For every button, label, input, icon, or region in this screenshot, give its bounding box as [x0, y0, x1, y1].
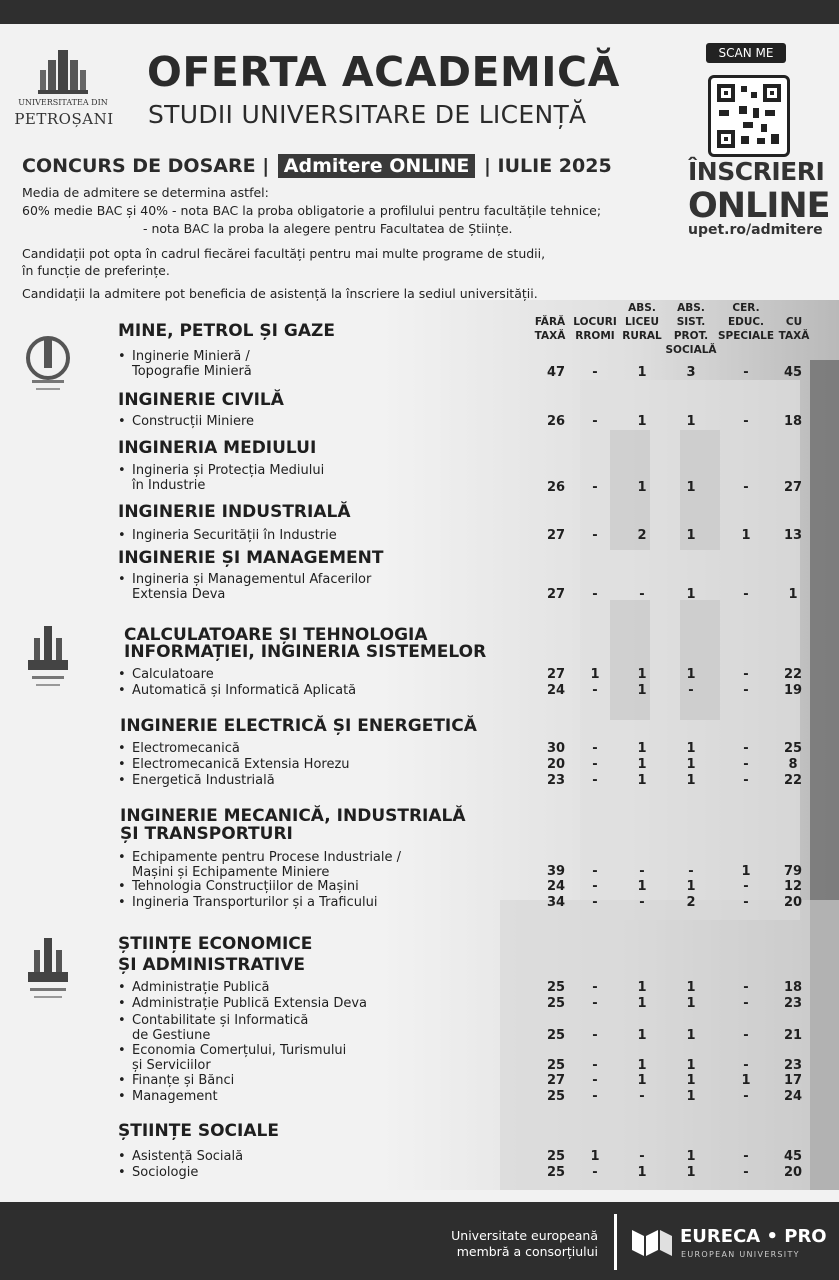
seat-count: 1: [590, 667, 600, 682]
seat-count: 25: [546, 1058, 566, 1073]
info-line: Candidații pot opta în cadrul fiecărei facultăți pentru mai multe programe de studii,: [22, 246, 546, 261]
col-header-cu-taxa: [774, 301, 814, 343]
seat-count: 1: [637, 773, 647, 788]
seat-count: 25: [783, 741, 803, 756]
seat-count: 1: [637, 1165, 647, 1180]
seat-count: 12: [783, 879, 803, 894]
seat-count: 1: [686, 773, 696, 788]
seat-count: 25: [546, 996, 566, 1011]
bullet-icon: •: [118, 1165, 126, 1180]
seat-count: 25: [546, 980, 566, 995]
col-header-locuri-rromi: [572, 301, 618, 343]
university-caption: UNIVERSITATEA DIN: [18, 98, 108, 107]
seat-count: -: [743, 741, 749, 756]
bullet-icon: •: [118, 757, 126, 772]
seat-count: 39: [546, 864, 566, 879]
program-name: [118, 1149, 243, 1164]
seat-count: 1: [686, 480, 696, 495]
seat-count: 18: [783, 414, 803, 429]
bullet-icon: •: [118, 1043, 126, 1058]
seat-count: 26: [546, 414, 566, 429]
seat-count: 45: [783, 365, 803, 380]
department-title: INGINERIE INDUSTRIALĂ: [118, 502, 351, 522]
bullet-icon: •: [118, 850, 126, 865]
info-line: Media de admitere se determina astfel:: [22, 185, 269, 200]
col-header-line: RROMI: [575, 330, 615, 342]
program-name: [118, 1165, 198, 1180]
program-name-line: Ingineria și Protecția Mediului: [132, 463, 325, 478]
col-header-line: TAXĂ: [778, 330, 810, 342]
program-name-line: Topografie Minieră: [132, 364, 252, 379]
program-name-line: Extensia Deva: [132, 587, 226, 602]
seat-count: 1: [590, 1149, 600, 1164]
seat-count: 27: [546, 1073, 566, 1088]
col-header-line: RURAL: [622, 330, 662, 342]
seat-count: -: [592, 1165, 598, 1180]
program-name-line: Asistență Socială: [132, 1149, 244, 1164]
seat-count: 1: [686, 741, 696, 756]
col-header-line: [572, 301, 618, 315]
seat-count: 1: [637, 1073, 647, 1088]
bullet-icon: •: [118, 572, 126, 587]
bullet-icon: •: [118, 463, 126, 478]
info-line: - nota BAC la proba la alegere pentru Facultatea de Științe.: [143, 221, 513, 236]
seat-count: 1: [637, 365, 647, 380]
online-label: ONLINE: [688, 186, 830, 226]
info-line: Candidații la admitere pot beneficia de asistență la înscriere la sediul universității.: [22, 286, 538, 301]
program-name-line: Tehnologia Construcțiilor de Mașini: [132, 879, 359, 894]
program-name-line: Management: [132, 1089, 218, 1104]
bullet-icon: •: [118, 1073, 126, 1088]
col-header-line: SOCIALĂ: [665, 344, 717, 356]
seat-count: 24: [546, 683, 566, 698]
bullet-icon: •: [118, 879, 126, 894]
col-header-line: FĂRĂ: [534, 316, 566, 328]
seat-count: 25: [546, 1089, 566, 1104]
bullet-icon: •: [118, 895, 126, 910]
program-name: [118, 741, 240, 756]
seat-count: 1: [637, 480, 647, 495]
seat-count: 1: [637, 741, 647, 756]
department-title: ȘI ADMINISTRATIVE: [118, 955, 306, 975]
seat-count: -: [592, 587, 598, 602]
seat-count: -: [743, 757, 749, 772]
seat-count: 1: [686, 1165, 696, 1180]
col-header-fara-taxa: [528, 301, 572, 343]
admission-link[interactable]: upet.ro/admitere: [688, 222, 823, 238]
seat-count: 22: [783, 773, 803, 788]
program-name: [118, 879, 359, 894]
program-name-line: Electromecanică Extensia Horezu: [132, 757, 350, 772]
seat-count: 30: [546, 741, 566, 756]
seat-count: 3: [686, 365, 696, 380]
seat-count: -: [639, 1089, 645, 1104]
col-header-abs-liceu-rural: [620, 301, 664, 343]
seat-count: 22: [783, 667, 803, 682]
eureca-subtitle: EUROPEAN UNIVERSITY: [681, 1250, 800, 1259]
department-title: INGINERIE ȘI MANAGEMENT: [118, 548, 384, 568]
seat-count: 45: [783, 1149, 803, 1164]
program-name-line: Economia Comerțului, Turismului: [132, 1043, 347, 1058]
program-name-line: Sociologie: [132, 1165, 199, 1180]
department-title: INFORMAȚIEI, INGINERIA SISTEMELOR: [124, 642, 487, 662]
seat-count: 27: [546, 587, 566, 602]
seat-count: 8: [788, 757, 798, 772]
program-name-line: Inginerie Minieră /: [132, 349, 250, 364]
footer-line: membră a consorțiului: [456, 1244, 598, 1259]
seat-count: 1: [686, 1058, 696, 1073]
seat-count: 1: [741, 528, 751, 543]
info-line: în funcție de preferințe.: [22, 263, 170, 278]
seat-count: 23: [783, 996, 803, 1011]
seat-count: -: [592, 996, 598, 1011]
seat-count: 47: [546, 365, 566, 380]
seat-count: -: [743, 1089, 749, 1104]
program-name: [118, 773, 275, 788]
seat-count: 1: [637, 980, 647, 995]
seat-count: -: [688, 683, 694, 698]
seat-count: 1: [637, 1028, 647, 1043]
seat-count: 79: [783, 864, 803, 879]
bullet-icon: •: [118, 414, 126, 429]
bullet-icon: •: [118, 996, 126, 1011]
seat-count: 27: [546, 528, 566, 543]
bullet-icon: •: [118, 741, 126, 756]
program-name: [118, 463, 324, 478]
program-name: [118, 996, 367, 1011]
seat-count: -: [639, 895, 645, 910]
seat-count: -: [639, 864, 645, 879]
program-name: [118, 528, 337, 543]
bullet-icon: •: [118, 1013, 126, 1028]
concurs-heading: [22, 155, 612, 177]
program-name: [118, 1089, 218, 1104]
program-name: [118, 572, 371, 587]
program-name: [118, 980, 270, 995]
seat-count: 20: [783, 895, 803, 910]
seat-count: -: [592, 864, 598, 879]
seat-count: -: [743, 773, 749, 788]
faculty-sciences-logo-icon: [20, 934, 76, 1010]
seat-count: -: [743, 895, 749, 910]
col-header-line: CU: [785, 316, 803, 328]
col-header-line: LICEU: [624, 316, 659, 328]
seat-count: 1: [741, 1073, 751, 1088]
seat-count: 1: [788, 587, 798, 602]
seat-count: 1: [686, 414, 696, 429]
seat-count: 1: [637, 757, 647, 772]
seat-count: 1: [637, 1058, 647, 1073]
seat-count: 25: [546, 1149, 566, 1164]
seat-count: -: [743, 365, 749, 380]
seat-count: -: [592, 773, 598, 788]
scan-me-label: SCAN ME: [706, 43, 786, 63]
seat-count: 1: [686, 879, 696, 894]
seat-count: 1: [686, 1028, 696, 1043]
concurs-left: CONCURS DE DOSARE |: [22, 155, 270, 177]
seat-count: -: [688, 864, 694, 879]
program-name: [118, 895, 377, 910]
seat-count: 19: [783, 683, 803, 698]
program-name: [118, 1073, 234, 1088]
seat-count: 1: [686, 1089, 696, 1104]
col-header-line: TAXĂ: [534, 330, 566, 342]
seat-count: -: [743, 1028, 749, 1043]
program-name-line: Ingineria și Managementul Afacerilor: [132, 572, 372, 587]
program-name-line: Echipamente pentru Procese Industriale /: [132, 850, 402, 865]
seat-count: 1: [686, 587, 696, 602]
program-name: [118, 850, 401, 865]
col-header-line: [528, 301, 572, 315]
program-name: [118, 1013, 308, 1028]
seat-count: 21: [783, 1028, 803, 1043]
program-name-line: Administrație Publică: [132, 980, 270, 995]
col-header-line: ABS.: [677, 302, 705, 314]
seat-count: -: [743, 683, 749, 698]
seat-count: 17: [783, 1073, 803, 1088]
seat-count: 1: [637, 414, 647, 429]
seat-count: 2: [686, 895, 696, 910]
info-line: 60% medie BAC și 40% - nota BAC la proba obligatorie a profilului pentru facultățile tehnice;: [22, 203, 602, 218]
seat-count: 25: [546, 1165, 566, 1180]
program-name-line: de Gestiune: [132, 1028, 211, 1043]
seat-count: -: [592, 757, 598, 772]
seat-count: -: [743, 480, 749, 495]
department-title: ȘTIINȚE SOCIALE: [118, 1121, 279, 1141]
bullet-icon: •: [118, 683, 126, 698]
seat-count: 34: [546, 895, 566, 910]
bullet-icon: •: [118, 773, 126, 788]
program-name-line: Ingineria Transporturilor și a Traficului: [132, 895, 378, 910]
col-header-line: SIST. PROT.: [673, 316, 709, 342]
top-band: [0, 0, 839, 24]
department-title: CALCULATOARE ȘI TEHNOLOGIA: [124, 625, 428, 645]
seat-count: 1: [686, 996, 696, 1011]
bullet-icon: •: [118, 1149, 126, 1164]
program-name-line: Calculatoare: [132, 667, 214, 682]
faculty-mechanical-logo-icon: [20, 622, 76, 698]
program-name-line: Electromecanică: [132, 741, 240, 756]
seat-count: -: [592, 414, 598, 429]
col-header-line: LOCURI: [573, 316, 617, 328]
seat-count: -: [639, 1149, 645, 1164]
department-title: MINE, PETROL ȘI GAZE: [118, 321, 335, 341]
seat-count: 1: [686, 757, 696, 772]
seat-count: 25: [546, 1028, 566, 1043]
seat-count: 20: [546, 757, 566, 772]
program-name-line: Automatică și Informatică Aplicată: [132, 683, 357, 698]
col-header-abs-sist-prot: [662, 301, 720, 357]
seat-count: 13: [783, 528, 803, 543]
seat-count: -: [592, 879, 598, 894]
program-name-line: în Industrie: [132, 478, 206, 493]
program-name-line: Ingineria Securității în Industrie: [132, 528, 337, 543]
seat-count: 1: [686, 667, 696, 682]
seat-count: 24: [546, 879, 566, 894]
seat-count: 26: [546, 480, 566, 495]
col-header-line: CER.: [732, 302, 760, 314]
seat-count: -: [743, 996, 749, 1011]
department-title: INGINERIA MEDIULUI: [118, 438, 317, 458]
bullet-icon: •: [118, 1089, 126, 1104]
seat-count: 1: [686, 1149, 696, 1164]
footer-text: [420, 1228, 598, 1260]
bullet-icon: •: [118, 349, 126, 364]
seat-count: 27: [546, 667, 566, 682]
col-header-line: EDUC.: [727, 316, 765, 328]
program-name: [118, 683, 356, 698]
bullet-icon: •: [118, 528, 126, 543]
seat-count: 2: [637, 528, 647, 543]
seat-count: 1: [686, 1073, 696, 1088]
seat-count: -: [592, 365, 598, 380]
footer-line: Universitate europeană: [451, 1228, 598, 1243]
program-name: [118, 349, 250, 364]
department-title: ȘI TRANSPORTURI: [120, 824, 293, 844]
department-title: INGINERIE CIVILĂ: [118, 390, 284, 410]
seat-count: -: [639, 587, 645, 602]
seat-count: -: [743, 587, 749, 602]
seat-count: -: [592, 980, 598, 995]
program-name-line: și Serviciilor: [132, 1058, 211, 1073]
seat-count: 1: [637, 879, 647, 894]
eureca-brand: EURECA • PRO: [680, 1226, 827, 1247]
seat-count: -: [592, 683, 598, 698]
program-name-line: Finanțe și Bănci: [132, 1073, 235, 1088]
seat-count: 1: [637, 683, 647, 698]
concurs-highlight: Admitere ONLINE: [278, 154, 476, 178]
program-name-line: Energetică Industrială: [132, 773, 275, 788]
seat-count: -: [592, 1058, 598, 1073]
qr-code-icon: [717, 84, 781, 148]
seat-count: 24: [783, 1089, 803, 1104]
eureca-pro-logo-icon: [630, 1226, 674, 1258]
department-title: INGINERIE MECANICĂ, INDUSTRIALĂ: [120, 806, 466, 826]
department-title: INGINERIE ELECTRICĂ ȘI ENERGETICĂ: [120, 716, 477, 736]
program-name: [118, 1043, 346, 1058]
footer-divider: [614, 1214, 617, 1270]
seat-count: 27: [783, 480, 803, 495]
seat-count: -: [592, 895, 598, 910]
seat-count: 1: [637, 667, 647, 682]
seat-count: -: [592, 1028, 598, 1043]
seat-count: 20: [783, 1165, 803, 1180]
page-title: OFERTA ACADEMICĂ: [147, 48, 620, 96]
inscrieri-label: ÎNSCRIERI: [688, 157, 825, 186]
col-header-line: ABS.: [628, 302, 656, 314]
seat-count: -: [743, 1149, 749, 1164]
department-title: ȘTIINȚE ECONOMICE: [118, 934, 313, 954]
faculty-mines-logo-icon: [20, 326, 76, 402]
program-name-line: Contabilitate și Informatică: [132, 1013, 309, 1028]
program-name: [118, 414, 254, 429]
seat-count: -: [592, 480, 598, 495]
seat-count: -: [592, 1073, 598, 1088]
seat-count: -: [592, 741, 598, 756]
seat-count: 1: [686, 980, 696, 995]
program-name: [118, 757, 350, 772]
col-header-line: SPECIALE: [718, 330, 775, 342]
bullet-icon: •: [118, 667, 126, 682]
seat-count: 1: [741, 864, 751, 879]
seat-count: 23: [783, 1058, 803, 1073]
program-name-line: Construcții Miniere: [132, 414, 255, 429]
seat-count: -: [592, 528, 598, 543]
program-name: [118, 667, 214, 682]
seat-count: 1: [686, 528, 696, 543]
seat-count: -: [743, 879, 749, 894]
seat-count: -: [743, 1165, 749, 1180]
page-subtitle: STUDII UNIVERSITARE DE LICENȚĂ: [148, 100, 587, 129]
program-name-line: Mașini și Echipamente Miniere: [132, 865, 330, 880]
col-header-cer-educ: [718, 301, 774, 343]
qr-code[interactable]: [708, 75, 790, 157]
seat-count: 1: [637, 996, 647, 1011]
university-name: PETROȘANI: [14, 110, 114, 128]
seat-count: -: [743, 1058, 749, 1073]
concurs-right: | IULIE 2025: [483, 155, 612, 177]
col-header-line: [774, 301, 814, 315]
seat-count: 23: [546, 773, 566, 788]
seat-count: -: [743, 414, 749, 429]
seat-count: 18: [783, 980, 803, 995]
program-name-line: Administrație Publică Extensia Deva: [132, 996, 368, 1011]
seat-count: -: [592, 1089, 598, 1104]
seat-count: -: [743, 980, 749, 995]
seat-count: -: [743, 667, 749, 682]
bullet-icon: •: [118, 980, 126, 995]
